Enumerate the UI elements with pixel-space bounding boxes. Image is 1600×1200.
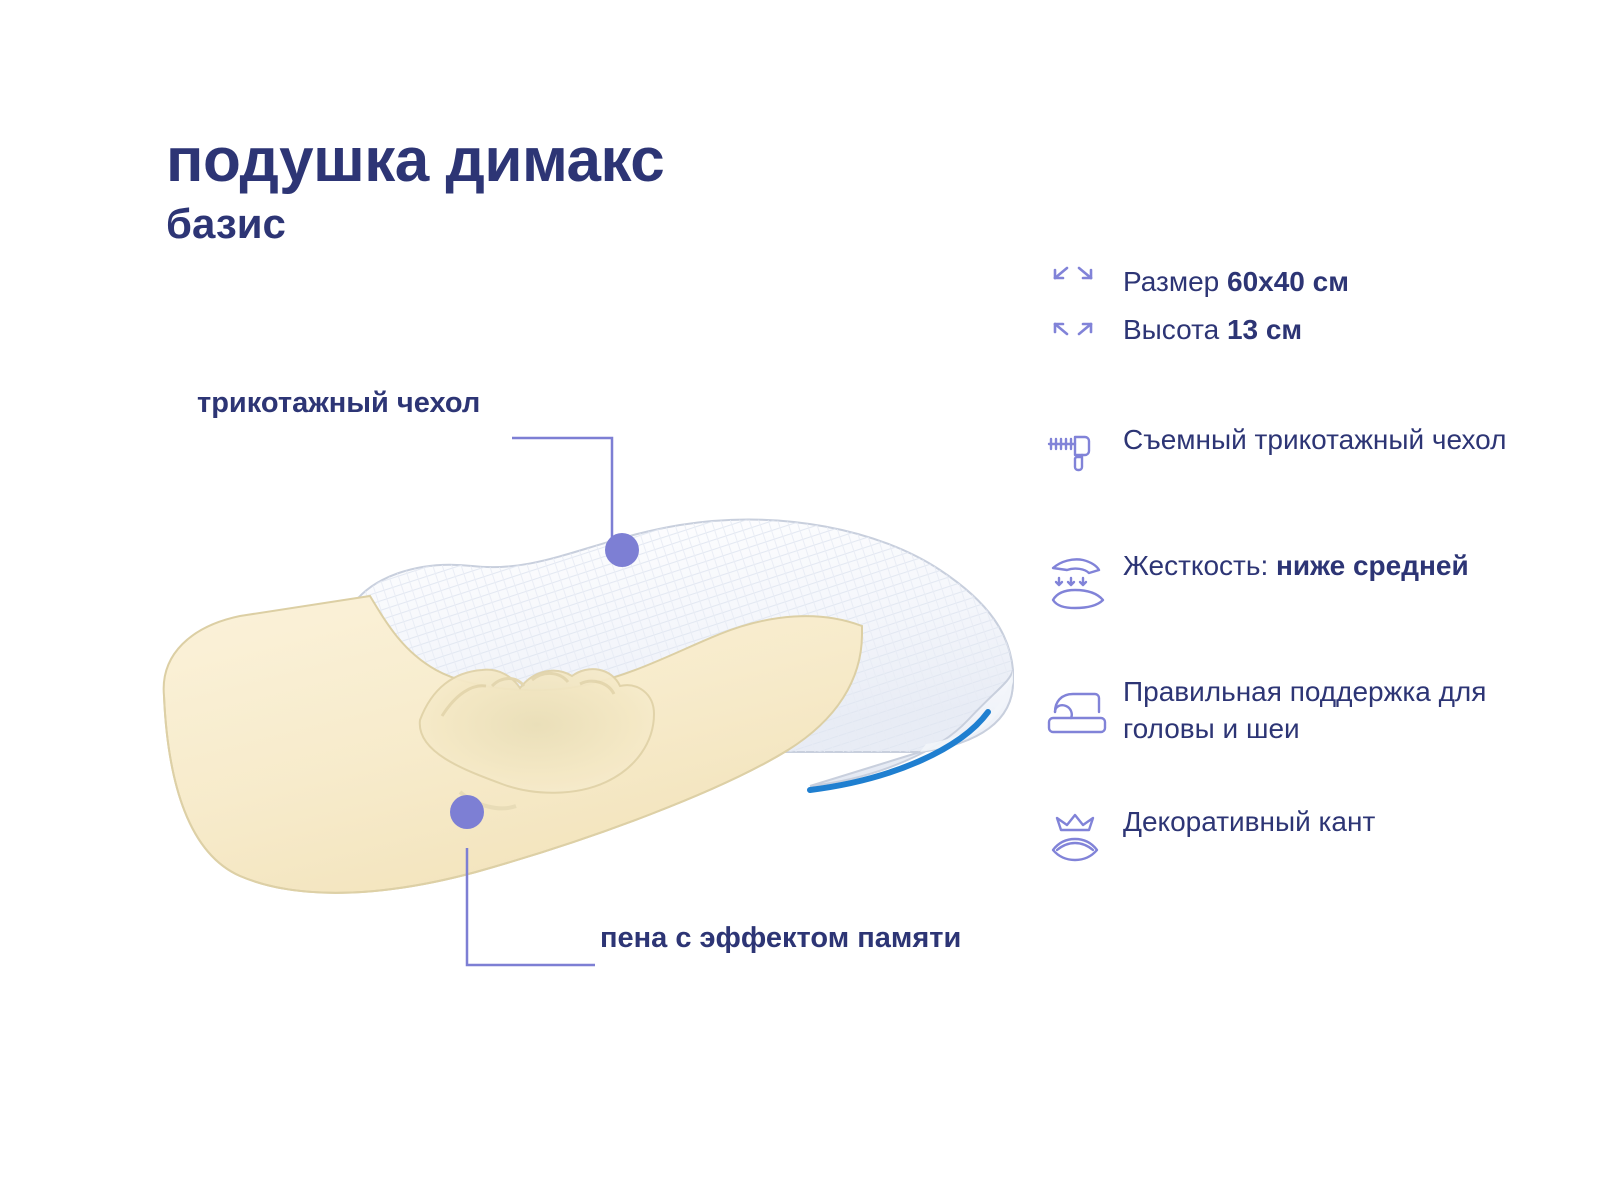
feature-removable-cover-label: Съемный трикотажный чехол (1123, 424, 1507, 455)
feature-height-value: 13 см (1226, 313, 1303, 345)
callout-label-cover: трикотажный чехол (197, 387, 481, 419)
feature-piping-label: Декоративный кант (1123, 805, 1376, 837)
callout-dot-foam (450, 795, 484, 829)
feature-removable-cover (1045, 420, 1545, 492)
feature-support-label: Правильная поддержка для головы и шеи (1123, 676, 1487, 744)
feature-list (1045, 262, 1545, 928)
zipper-icon (1045, 420, 1123, 492)
feature-firmness (1045, 546, 1545, 618)
feature-piping (1045, 802, 1545, 874)
hand-press-icon (1045, 546, 1123, 618)
head-support-icon (1045, 672, 1123, 744)
arrows-collapse-icon (1045, 310, 1123, 350)
title-sub: базис (166, 200, 286, 248)
feature-firmness-value: ниже средней (1276, 550, 1469, 581)
feature-size-text: Размер (1123, 265, 1228, 297)
feature-size-row (1045, 262, 1545, 302)
feature-size-value: 60х40 см (1227, 265, 1349, 297)
feature-firmness-text: Жесткость: (1123, 550, 1277, 581)
feature-firmness-label (1123, 546, 1469, 585)
feature-height-row (1045, 310, 1545, 350)
arrows-expand-icon (1045, 262, 1123, 302)
feature-support (1045, 672, 1545, 748)
feature-size (1045, 262, 1545, 358)
crown-pillow-icon (1045, 802, 1123, 874)
callout-label-foam: пена с эффектом памяти (600, 922, 962, 954)
feature-size-label (1123, 264, 1349, 300)
title-main: подушка димакс (166, 126, 665, 195)
callout-dot-cover (605, 533, 639, 567)
feature-height-label (1123, 312, 1302, 348)
feature-height-text: Высота (1123, 313, 1227, 345)
